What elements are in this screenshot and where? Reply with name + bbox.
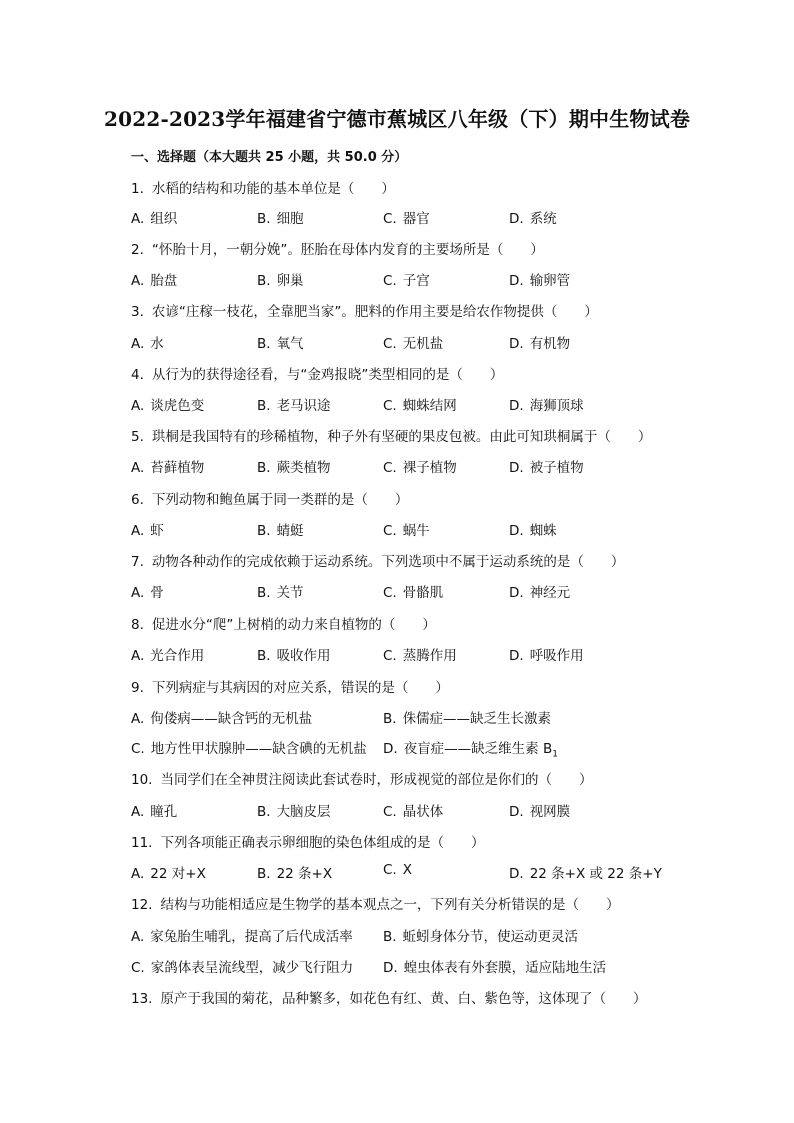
question-12: 12. 结构与功能相适应是生物学的基本观点之一，下列有关分析错误的是（ ） xyxy=(131,897,620,913)
option-b[interactable]: B. 细胞 xyxy=(257,211,304,227)
question-6: 6. 下列动物和鲍鱼属于同一类群的是（ ） xyxy=(131,492,409,508)
option-b[interactable]: B. 侏儒症——缺乏生长激素 xyxy=(383,711,552,727)
subscript: 1 xyxy=(552,749,558,760)
option-a[interactable]: A. 谈虎色变 xyxy=(131,398,205,414)
option-a[interactable]: A. 22 对+X xyxy=(131,866,206,882)
option-b[interactable]: B. 老马识途 xyxy=(257,398,331,414)
option-c[interactable]: C. 蜘蛛结网 xyxy=(383,398,457,414)
option-d[interactable]: D. 蝗虫体表有外套膜，适应陆地生活 xyxy=(383,960,607,976)
option-d[interactable]: D. 蜘蛛 xyxy=(509,523,557,539)
question-9: 9. 下列病症与其病因的对应关系，错误的是（ ） xyxy=(131,680,449,696)
section-heading: 一、选择题（本大题共 25 小题，共 50.0 分） xyxy=(131,150,408,165)
option-b[interactable]: B. 蜻蜓 xyxy=(257,523,304,539)
option-c[interactable]: C. 骨骼肌 xyxy=(383,585,444,601)
option-c[interactable]: C. 器官 xyxy=(383,211,430,227)
option-d[interactable]: D. 系统 xyxy=(509,211,557,227)
question-2: 2. “怀胎十月，一朝分娩”。胚胎在母体内发育的主要场所是（ ） xyxy=(131,242,544,258)
question-8: 8. 促进水分“爬”上树梢的动力来自植物的（ ） xyxy=(131,617,436,633)
option-b[interactable]: B. 卵巢 xyxy=(257,273,304,289)
option-d[interactable]: D. 22 条+X 或 22 条+Y xyxy=(509,866,662,882)
option-d[interactable]: D. 海狮顶球 xyxy=(509,398,584,414)
option-a[interactable]: A. 光合作用 xyxy=(131,648,205,664)
option-c[interactable]: C. 子宫 xyxy=(383,273,430,289)
option-b[interactable]: B. 关节 xyxy=(257,585,304,601)
option-d[interactable]: D. 神经元 xyxy=(509,585,571,601)
option-c[interactable]: C. 蜗牛 xyxy=(383,523,430,539)
option-c[interactable]: C. 晶状体 xyxy=(383,804,444,820)
option-b[interactable]: B. 吸收作用 xyxy=(257,648,331,664)
option-a[interactable]: A. 瞳孔 xyxy=(131,804,178,820)
question-10: 10. 当同学们在全神贯注阅读此套试卷时，形成视觉的部位是你们的（ ） xyxy=(131,772,593,788)
option-a[interactable]: A. 苔藓植物 xyxy=(131,460,205,476)
option-d[interactable]: D. 被子植物 xyxy=(509,460,584,476)
question-11: 11. 下列各项能正确表示卵细胞的染色体组成的是（ ） xyxy=(131,835,485,851)
option-c[interactable]: C. 蒸腾作用 xyxy=(383,648,457,664)
option-c[interactable]: C. 地方性甲状腺肿——缺含碘的无机盐 xyxy=(131,741,367,757)
option-a[interactable]: A. 虾 xyxy=(131,523,164,539)
option-a[interactable]: A. 骨 xyxy=(131,585,164,601)
question-5: 5. 珙桐是我国特有的珍稀植物，种子外有坚硬的果皮包被。由此可知珙桐属于（ ） xyxy=(131,429,652,445)
question-3: 3. 农谚“庄稼一枝花，全靠肥当家”。肥料的作用主要是给农作物提供（ ） xyxy=(131,304,598,320)
option-d[interactable]: D. 视网膜 xyxy=(509,804,571,820)
question-7: 7. 动物各种动作的完成依赖于运动系统。下列选项中不属于运动系统的是（ ） xyxy=(131,554,625,570)
page-title: 2022-2023学年福建省宁德市蕉城区八年级（下）期中生物试卷 xyxy=(103,107,691,131)
option-c[interactable]: C. 无机盐 xyxy=(383,336,444,352)
question-4: 4. 从行为的获得途径看，与“金鸡报晓”类型相同的是（ ） xyxy=(131,367,504,383)
option-c[interactable]: C. X xyxy=(383,862,412,878)
option-c[interactable]: C. 家鸽体表呈流线型，减少飞行阻力 xyxy=(131,960,354,976)
question-1: 1. 水稻的结构和功能的基本单位是（ ） xyxy=(131,181,395,197)
option-a[interactable]: A. 胎盘 xyxy=(131,273,178,289)
option-d[interactable]: D. 呼吸作用 xyxy=(509,648,584,664)
option-b[interactable]: B. 22 条+X xyxy=(257,866,333,882)
option-d[interactable]: D. 输卵管 xyxy=(509,273,571,289)
option-b[interactable]: B. 氧气 xyxy=(257,336,304,352)
option-c[interactable]: C. 裸子植物 xyxy=(383,460,457,476)
option-a[interactable]: A. 家兔胎生哺乳，提高了后代成活率 xyxy=(131,929,353,945)
option-a[interactable]: A. 佝偻病——缺含钙的无机盐 xyxy=(131,711,313,727)
option-b[interactable]: B. 蚯蚓身体分节，使运动更灵活 xyxy=(383,929,579,945)
option-b[interactable]: B. 蕨类植物 xyxy=(257,460,331,476)
option-d[interactable]: D. 夜盲症——缺乏维生素 $B_1$ xyxy=(383,741,558,760)
question-13: 13. 原产于我国的菊花，品种繁多，如花色有红、黄、白、紫色等，这体现了（ ） xyxy=(131,991,647,1007)
option-a[interactable]: A. 水 xyxy=(131,336,164,352)
option-b[interactable]: B. 大脑皮层 xyxy=(257,804,331,820)
option-a[interactable]: A. 组织 xyxy=(131,211,178,227)
option-d[interactable]: D. 有机物 xyxy=(509,336,571,352)
